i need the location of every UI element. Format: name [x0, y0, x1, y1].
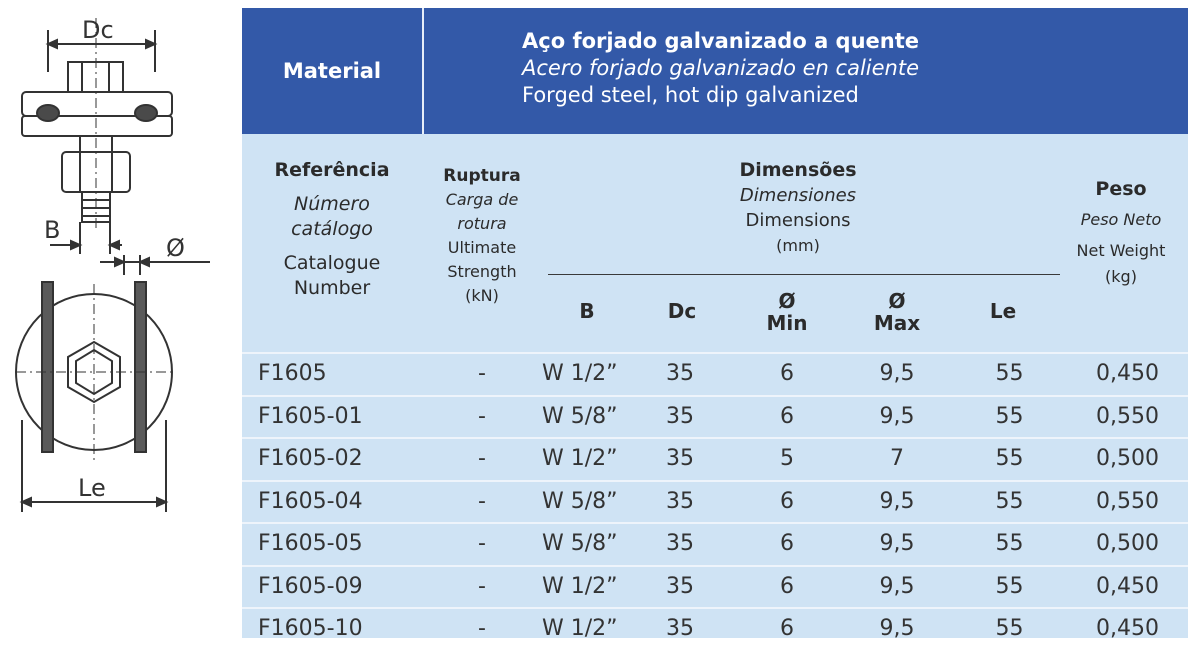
cell-b: W 1/2” — [542, 573, 618, 599]
max-diameter-symbol: Ø — [888, 289, 906, 313]
cell-max: 9,5 — [879, 361, 915, 386]
cell-ref: F1605-10 — [258, 616, 363, 641]
cell-ref: F1605-04 — [258, 488, 363, 514]
clamp-drawing-svg — [0, 0, 235, 649]
cell-max: 9,5 — [879, 403, 915, 429]
weight-column-header — [1054, 176, 1188, 290]
cell-min: 6 — [780, 573, 794, 599]
material-label: Material — [282, 59, 382, 83]
cell-max: 9,5 — [879, 573, 915, 599]
cell-dc: 35 — [666, 446, 694, 471]
cell-weight: 0,550 — [1096, 403, 1159, 429]
sub-header-min — [732, 290, 842, 334]
cell-ref: F1605 — [258, 361, 327, 386]
cell-le: 55 — [995, 573, 1024, 599]
cell-b: W 5/8” — [542, 403, 618, 429]
rupture-pt: Ruptura — [443, 166, 521, 186]
table-row — [242, 565, 1188, 608]
rupture-unit: (kN) — [465, 286, 499, 305]
cell-dc: 35 — [666, 531, 694, 556]
cell-weight: 0,450 — [1096, 361, 1159, 386]
dimensions-es: Dimensiones — [739, 185, 857, 206]
cell-ref: F1605-01 — [258, 403, 363, 429]
sub-header-b: B — [579, 299, 595, 323]
technical-drawing — [0, 0, 235, 649]
cell-min: 6 — [780, 488, 794, 514]
weight-pt: Peso — [1095, 178, 1147, 200]
cell-min: 5 — [780, 446, 794, 471]
cell-le: 55 — [995, 488, 1024, 514]
table-row — [242, 480, 1188, 523]
cell-le: 55 — [995, 531, 1024, 556]
sub-header-dc: Dc — [667, 299, 697, 323]
cell-rupture: - — [478, 361, 486, 386]
cell-ref: F1605-09 — [258, 573, 363, 599]
dc-dimension-label: Dc — [82, 16, 114, 44]
rupture-es-2: rotura — [457, 214, 507, 233]
sub-header-max — [842, 290, 952, 334]
dimensions-rule — [548, 274, 1060, 275]
table-body — [242, 352, 1188, 650]
material-en: Forged steel, hot dip galvanized — [522, 83, 859, 107]
cell-dc: 35 — [666, 403, 694, 429]
reference-es-1: Número — [294, 193, 370, 215]
cell-dc: 35 — [666, 488, 694, 514]
rupture-en-1: Ultimate — [447, 238, 517, 257]
reference-es-2: catálogo — [291, 218, 373, 240]
min-diameter-symbol: Ø — [778, 289, 796, 313]
table-row — [242, 522, 1188, 565]
dimensions-unit: (mm) — [776, 236, 820, 255]
cell-max: 9,5 — [879, 531, 915, 556]
material-header — [242, 8, 1188, 134]
rupture-es-1: Carga de — [445, 190, 519, 209]
cell-min: 6 — [780, 531, 794, 556]
dimensions-column-header — [542, 158, 1054, 258]
sub-header-le: Le — [989, 299, 1017, 323]
table-row — [242, 607, 1188, 650]
cell-rupture: - — [478, 403, 486, 429]
cell-rupture: - — [478, 446, 486, 471]
cell-rupture: - — [478, 616, 486, 641]
cell-weight: 0,500 — [1096, 446, 1159, 471]
material-pt: Aço forjado galvanizado a quente — [522, 29, 920, 53]
table-row — [242, 395, 1188, 438]
table-row — [242, 352, 1188, 395]
cell-b: W 5/8” — [542, 488, 618, 514]
cell-b: W 1/2” — [542, 361, 618, 386]
cell-rupture: - — [478, 531, 486, 556]
cell-b: W 1/2” — [542, 616, 618, 641]
spec-table — [242, 8, 1188, 641]
cell-max: 9,5 — [879, 616, 915, 641]
cell-weight: 0,550 — [1096, 488, 1159, 514]
cell-b: W 5/8” — [542, 531, 618, 556]
b-dimension-label: B — [44, 216, 61, 244]
material-es: Acero forjado galvanizado en caliente — [522, 56, 920, 80]
reference-pt: Referência — [274, 159, 390, 181]
reference-en-2: Number — [293, 277, 371, 299]
diameter-dimension-label: Ø — [166, 234, 185, 262]
cell-weight: 0,500 — [1096, 531, 1159, 556]
rupture-en-2: Strength — [447, 262, 517, 281]
cell-min: 6 — [780, 403, 794, 429]
cell-max: 7 — [890, 446, 904, 471]
cell-ref: F1605-05 — [258, 531, 363, 556]
cell-min: 6 — [780, 616, 794, 641]
cell-le: 55 — [995, 446, 1024, 471]
cell-dc: 35 — [666, 361, 694, 386]
cell-rupture: - — [478, 488, 486, 514]
reference-column-header — [242, 158, 422, 301]
le-dimension-label: Le — [78, 474, 106, 502]
material-description — [522, 28, 919, 109]
cell-le: 55 — [995, 403, 1024, 429]
cell-ref: F1605-02 — [258, 446, 363, 471]
dimensions-pt: Dimensões — [739, 159, 857, 181]
reference-en-1: Catalogue — [283, 252, 381, 274]
cell-min: 6 — [780, 361, 794, 386]
rupture-column-header — [422, 164, 542, 308]
cell-dc: 35 — [666, 573, 694, 599]
cell-rupture: - — [478, 573, 486, 599]
header-divider — [422, 8, 424, 134]
cell-b: W 1/2” — [542, 446, 618, 471]
cell-le: 55 — [995, 361, 1024, 386]
min-label: Min — [766, 311, 808, 335]
weight-unit: (kg) — [1105, 267, 1137, 286]
cell-weight: 0,450 — [1096, 573, 1159, 599]
table-row — [242, 437, 1188, 480]
weight-en: Net Weight — [1076, 241, 1166, 260]
cell-weight: 0,450 — [1096, 616, 1159, 641]
cell-dc: 35 — [666, 616, 694, 641]
max-label: Max — [873, 311, 921, 335]
cell-max: 9,5 — [879, 488, 915, 514]
weight-es: Peso Neto — [1080, 210, 1162, 229]
dimensions-en: Dimensions — [745, 210, 851, 231]
cell-le: 55 — [995, 616, 1024, 641]
